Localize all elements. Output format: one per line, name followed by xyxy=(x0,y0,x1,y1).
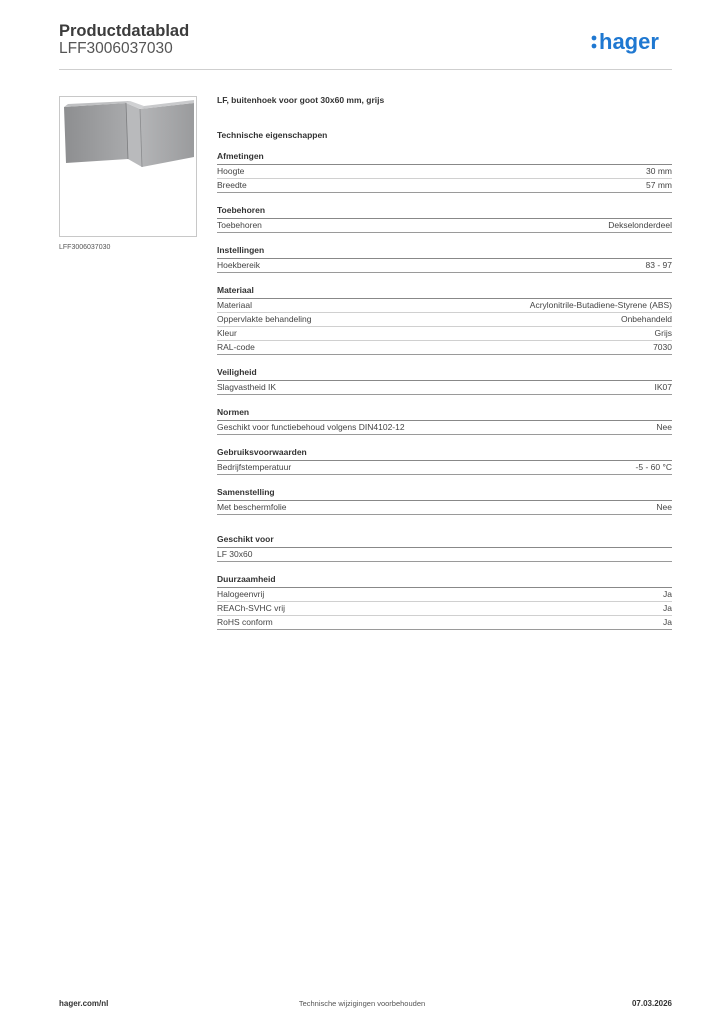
spec-row xyxy=(217,179,672,193)
spec-row xyxy=(217,165,672,179)
article-number: LFF3006037030 xyxy=(59,40,173,57)
spec-value: Acrylonitrile-Butadiene-Styrene (ABS) xyxy=(529,300,672,310)
spec-label: RAL-code xyxy=(217,342,255,352)
spec-label: Materiaal xyxy=(217,300,252,310)
section-heading: Materiaal xyxy=(217,285,672,299)
section-samenstelling xyxy=(217,487,672,515)
product-description: LF, buitenhoek voor goot 30x60 mm, grijs xyxy=(217,95,385,105)
footer-date: 07.03.2026 xyxy=(631,999,672,1008)
section-heading: Geschikt voor xyxy=(217,534,672,548)
spec-value: IK07 xyxy=(654,382,672,392)
spec-label: Bedrijfstemperatuur xyxy=(217,462,292,472)
spec-label: Breedte xyxy=(217,180,247,190)
spec-value: Ja xyxy=(663,589,672,599)
spec-value: Ja xyxy=(663,617,672,627)
spec-label: Geschikt voor functiebehoud volgens DIN4102-12 xyxy=(217,422,405,432)
section-gebruiksvoorwaarden xyxy=(217,447,672,475)
spec-label: REACh-SVHC vrij xyxy=(217,603,286,613)
spec-label: Hoekbereik xyxy=(217,260,260,270)
spec-label: Hoogte xyxy=(217,166,245,176)
section-heading: Duurzaamheid xyxy=(217,574,672,588)
spec-row xyxy=(217,341,672,355)
spec-label: Toebehoren xyxy=(217,220,262,230)
spec-row xyxy=(217,602,672,616)
section-toebehoren xyxy=(217,205,672,233)
spec-row xyxy=(217,327,672,341)
spec-row xyxy=(217,313,672,327)
section-heading: Instellingen xyxy=(217,245,672,259)
spec-value: Onbehandeld xyxy=(620,314,672,324)
spec-value: Ja xyxy=(663,603,672,613)
spec-sections xyxy=(217,151,672,515)
logo-text: hager xyxy=(599,29,659,54)
product-image xyxy=(59,96,197,237)
section-afmetingen xyxy=(217,151,672,193)
spec-row xyxy=(217,381,672,395)
footer-website-link[interactable]: hager.com/nl xyxy=(59,999,109,1008)
section-heading: Samenstelling xyxy=(217,487,672,501)
spec-value: 7030 xyxy=(653,342,672,352)
spec-label: Halogeenvrij xyxy=(217,589,265,599)
footer-note: Technische wijzigingen voorbehouden xyxy=(298,999,426,1008)
spec-row xyxy=(217,219,672,233)
section-heading: Gebruiksvoorwaarden xyxy=(217,447,672,461)
section-veiligheid xyxy=(217,367,672,395)
section-heading: Afmetingen xyxy=(217,151,672,165)
spec-row xyxy=(217,421,672,435)
spec-panel xyxy=(217,95,672,630)
spec-value: 57 mm xyxy=(646,180,672,190)
hager-logo-icon xyxy=(590,28,674,56)
spec-value: Nee xyxy=(656,502,672,512)
spec-value: 83 - 97 xyxy=(645,260,672,270)
spec-row xyxy=(217,299,672,313)
spec-label: LF 30x60 xyxy=(217,549,253,559)
section-materiaal xyxy=(217,285,672,355)
spec-value: Dekselonderdeel xyxy=(608,220,672,230)
product-image-caption: LFF3006037030 xyxy=(59,244,111,251)
tech-properties-heading: Technische eigenschappen xyxy=(217,130,328,140)
spec-row xyxy=(217,501,672,515)
spec-label: Slagvastheid IK xyxy=(217,382,277,392)
spec-label: RoHS conform xyxy=(217,617,273,627)
spec-value: Nee xyxy=(656,422,672,432)
header-divider xyxy=(59,69,672,70)
section-suitable xyxy=(217,534,672,562)
page-title: Productdatablad xyxy=(59,22,190,40)
section-sustainability xyxy=(217,574,672,630)
section-instellingen xyxy=(217,245,672,273)
spec-label: Oppervlakte behandeling xyxy=(217,314,312,324)
spec-value: Grijs xyxy=(654,328,672,338)
spec-label: Kleur xyxy=(217,328,237,338)
section-normen xyxy=(217,407,672,435)
hager-logo xyxy=(590,28,674,61)
section-heading: Normen xyxy=(217,407,672,421)
spec-label: Met beschermfolie xyxy=(217,502,287,512)
section-heading: Veiligheid xyxy=(217,367,672,381)
spec-row xyxy=(217,259,672,273)
spec-value: 30 mm xyxy=(646,166,672,176)
spec-value: -5 - 60 °C xyxy=(635,462,672,472)
spec-row xyxy=(217,461,672,475)
spec-row xyxy=(217,616,672,630)
spec-row xyxy=(217,588,672,602)
corner-piece-image xyxy=(60,97,196,236)
section-heading: Toebehoren xyxy=(217,205,672,219)
spec-row xyxy=(217,548,672,562)
